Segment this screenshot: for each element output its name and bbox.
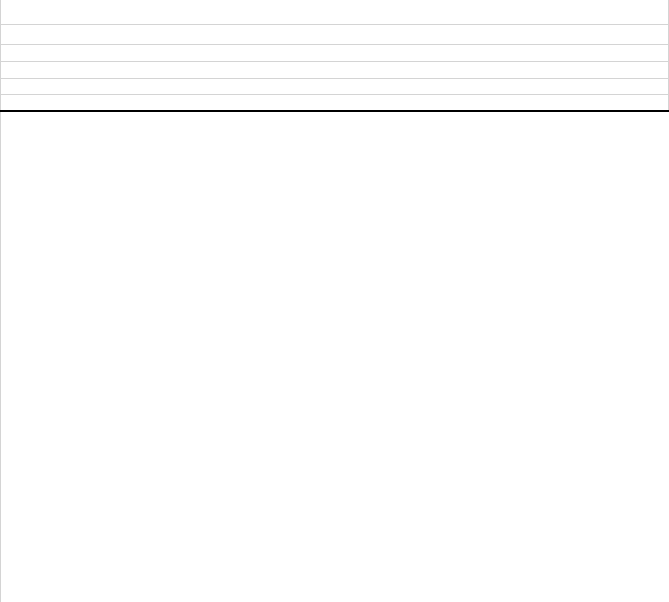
left-border <box>0 0 1 602</box>
divider <box>0 24 669 25</box>
divider <box>0 44 669 45</box>
divider <box>0 61 669 62</box>
divider <box>0 78 669 79</box>
divider <box>0 94 669 95</box>
header-bottom-border <box>0 110 669 112</box>
